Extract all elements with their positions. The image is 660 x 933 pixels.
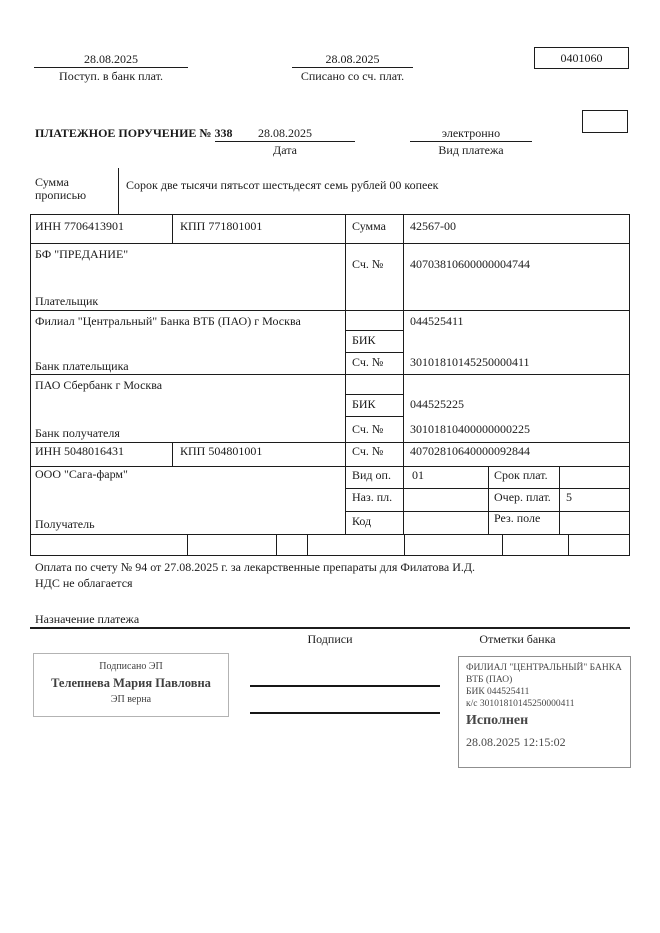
payer-account-label: Сч. № — [352, 257, 384, 271]
table-line — [30, 214, 630, 215]
signature-stamp-signer-name: Телепнева Мария Павловна — [51, 676, 211, 690]
payment-type-label: Вид платежа — [438, 143, 504, 157]
signature-stamp — [33, 653, 229, 717]
table-line — [30, 534, 630, 535]
received-label: Поступ. в банк плат. — [59, 69, 163, 83]
naz-pl-label: Наз. пл. — [352, 490, 393, 504]
payer-bank-account: 30101810145250000411 — [410, 355, 530, 369]
divider — [410, 141, 532, 142]
rez-pole-label: Рез. поле — [494, 511, 541, 525]
table-line — [172, 442, 173, 466]
beneficiary-kpp: КПП 504801001 — [180, 444, 263, 458]
signature-stamp-valid-label: ЭП верна — [110, 694, 152, 705]
signatures-label: Подписи — [307, 632, 353, 646]
ocher-plat-value: 5 — [566, 490, 572, 504]
kod-label: Код — [352, 514, 372, 528]
written-off-label: Списано со сч. плат. — [300, 69, 405, 83]
payer-account: 40703810600000004744 — [410, 257, 530, 271]
vid-op-value: 01 — [412, 468, 424, 482]
payer-kpp: КПП 771801001 — [180, 219, 263, 233]
written-off-date: 28.08.2025 — [325, 52, 380, 66]
date-label: Дата — [273, 143, 297, 157]
table-line — [345, 330, 403, 331]
signature-stamp-signed-label: Подписано ЭП — [99, 661, 163, 672]
divider — [30, 627, 630, 629]
budget-cell-divider — [502, 534, 503, 555]
payer-bank-section-label: Банк плательщика — [35, 359, 129, 373]
beneficiary-bank-account-label: Сч. № — [352, 422, 384, 436]
amount-in-words: Сорок две тысячи пятьсот шестьдесят семь рублей 00 копеек — [126, 178, 439, 192]
beneficiary-account-label: Сч. № — [352, 444, 384, 458]
beneficiary-section-label: Получатель — [35, 517, 95, 531]
beneficiary-inn: ИНН 5048016431 — [35, 444, 124, 458]
payment-type-value: электронно — [441, 126, 501, 140]
payer-inn: ИНН 7706413901 — [35, 219, 124, 233]
signature-line — [250, 712, 440, 714]
bank-stamp-corr-line: к/с 30101810145250000411 — [466, 699, 575, 709]
payer-bank-bik-label: БИК — [352, 333, 376, 347]
table-line — [30, 214, 31, 555]
purpose-line2: НДС не облагается — [35, 576, 133, 590]
budget-cell-divider — [187, 534, 188, 555]
table-line — [30, 243, 630, 244]
payer-bank-name: Филиал "Центральный" Банка ВТБ (ПАО) г Москва — [35, 314, 301, 328]
beneficiary-bank-bik-label: БИК — [352, 397, 376, 411]
budget-cell-divider — [276, 534, 277, 555]
table-line — [345, 416, 403, 417]
budget-cell-divider — [568, 534, 569, 555]
table-line — [488, 466, 489, 534]
amount-words-label: Сумма прописью — [35, 175, 87, 202]
bank-stamp-status: Исполнен — [466, 713, 529, 728]
table-line — [172, 214, 173, 243]
table-line — [30, 374, 630, 375]
purpose-section-label: Назначение платежа — [35, 612, 140, 626]
beneficiary-bank-name: ПАО Сбербанк г Москва — [35, 378, 163, 392]
beneficiary-bank-bik: 044525225 — [410, 397, 464, 411]
document-date: 28.08.2025 — [258, 126, 312, 140]
payer-bank-bik: 044525411 — [410, 314, 464, 328]
bank-marks-label: Отметки банка — [479, 632, 556, 646]
amount-value: 42567-00 — [410, 219, 456, 233]
purpose-line1: Оплата по счету № 94 от 27.08.2025 г. за лекарственные препараты для Филатова И.Д. — [35, 560, 476, 574]
table-line — [345, 352, 403, 353]
beneficiary-account: 40702810640000092844 — [410, 444, 530, 458]
table-line — [559, 466, 560, 534]
table-line — [345, 214, 346, 534]
payment-type-box — [582, 110, 628, 133]
payer-bank-account-label: Сч. № — [352, 355, 384, 369]
budget-cell-divider — [404, 534, 405, 555]
divider — [118, 168, 119, 214]
table-line — [30, 555, 630, 556]
divider — [215, 141, 355, 142]
table-line — [403, 214, 404, 534]
bank-stamp-timestamp: 28.08.2025 12:15:02 — [466, 735, 566, 749]
payer-section-label: Плательщик — [35, 294, 99, 308]
form-code: 0401060 — [560, 51, 603, 65]
beneficiary-bank-account: 30101810400000000225 — [410, 422, 530, 436]
bank-stamp-bik-line: БИК 044525411 — [466, 687, 530, 697]
received-date: 28.08.2025 — [84, 52, 138, 66]
divider — [292, 67, 413, 68]
beneficiary-name: ООО "Сага-фарм" — [35, 467, 128, 481]
table-line — [30, 310, 630, 311]
ocher-plat-label: Очер. плат. — [494, 490, 551, 504]
divider — [34, 67, 188, 68]
table-line — [30, 442, 630, 443]
vid-op-label: Вид оп. — [352, 468, 391, 482]
document-title: ПЛАТЕЖНОЕ ПОРУЧЕНИЕ № 338 — [35, 126, 233, 140]
table-line — [629, 214, 630, 555]
bank-stamp-line1: ФИЛИАЛ "ЦЕНТРАЛЬНЫЙ" БАНКА — [466, 663, 622, 673]
beneficiary-bank-section-label: Банк получателя — [35, 426, 120, 440]
bank-stamp-line2: ВТБ (ПАО) — [466, 675, 513, 685]
form-code-box — [534, 47, 629, 69]
payer-name: БФ "ПРЕДАНИЕ" — [35, 247, 129, 261]
table-line — [345, 394, 403, 395]
bank-stamp — [458, 656, 631, 768]
srok-plat-label: Срок плат. — [494, 468, 548, 482]
budget-cell-divider — [307, 534, 308, 555]
signature-line — [250, 685, 440, 687]
amount-label: Сумма — [352, 219, 386, 233]
